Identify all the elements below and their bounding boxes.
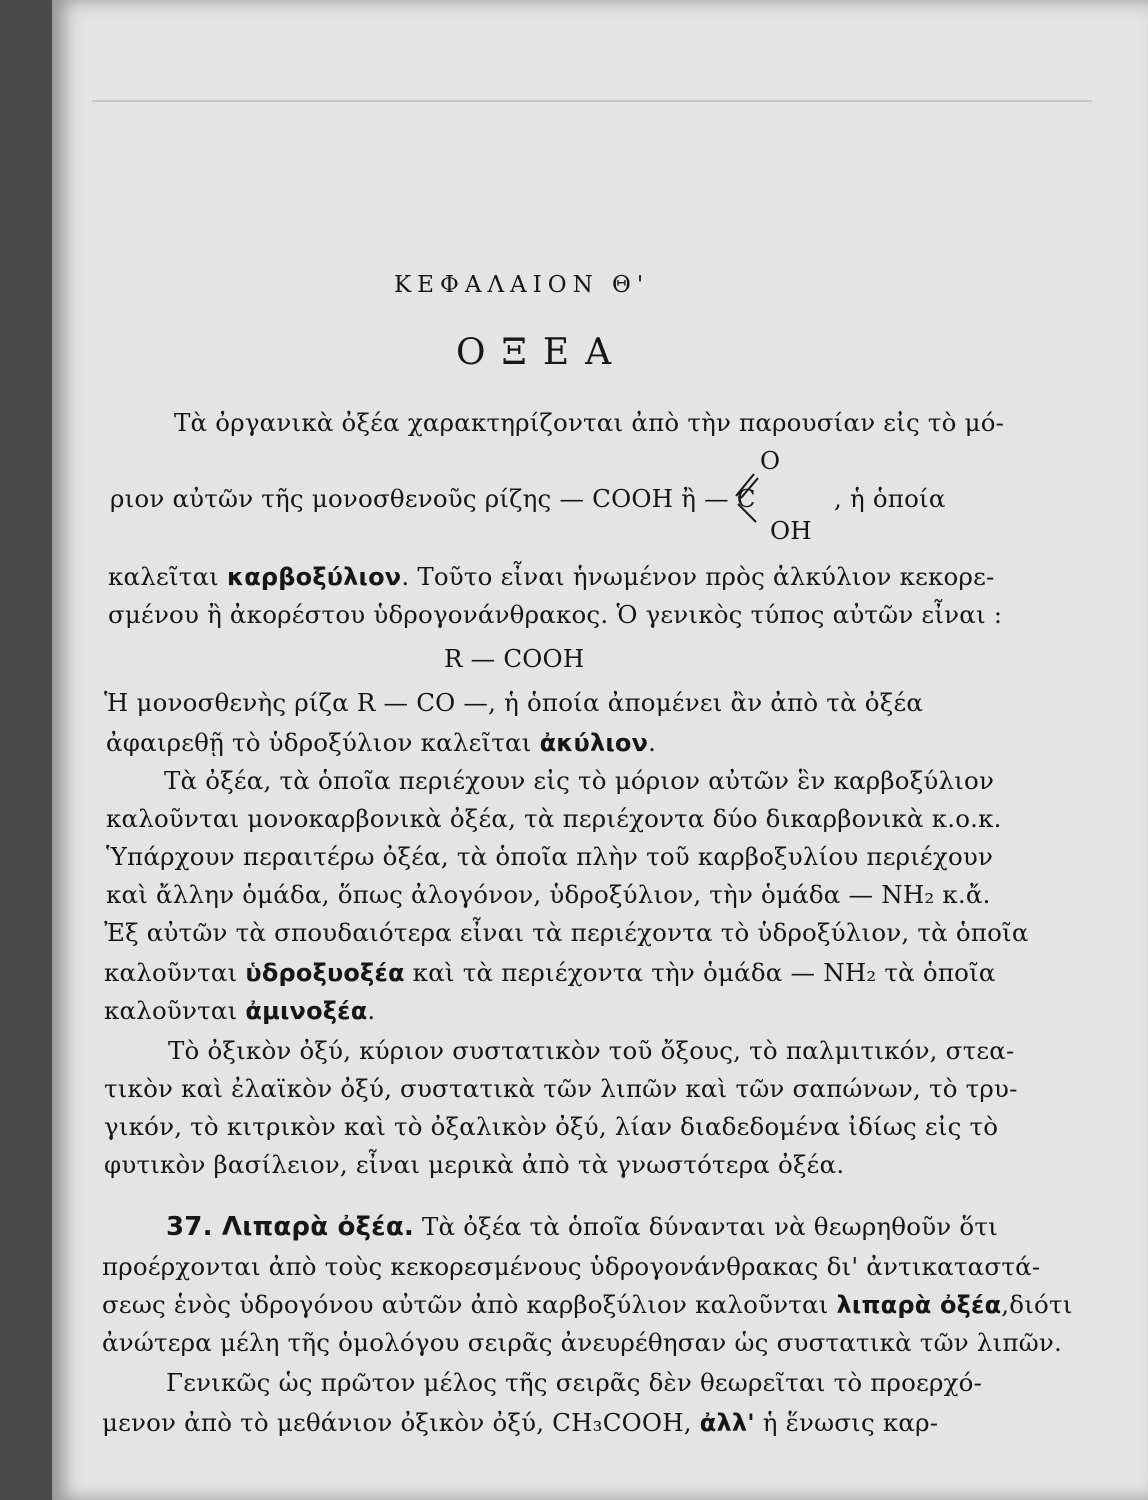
intro-line-4: σμένου ἢ ἀκορέστου ὑδρογονάνθρακος. Ὁ γενικὸς τύπος αὐτῶν εἶναι : (108, 600, 1003, 629)
section-line-5: Γενικῶς ὡς πρῶτον μέλος τῆς σειρᾶς δὲν θεωρεῖται τὸ προερχό- (166, 1368, 983, 1397)
term-acyl: ἀκύλιον (539, 729, 649, 757)
section-line-1: 37. Λιπαρὰ ὀξέα. Τὰ ὀξέα τὰ ὁποῖα δύνανται νὰ θεωρηθοῦν ὅτι (166, 1212, 998, 1242)
general-formula: R — COOH (444, 644, 585, 673)
book-page (52, 0, 1148, 1500)
p3-line-3: γικόν, τὸ κιτρικὸν καὶ τὸ ὀξαλικὸν ὀξύ, λίαν διαδεδομένα ἰδίως εἰς τὸ (104, 1112, 999, 1141)
section-line-4: ἀνώτερα μέλη τῆς ὁμολόγου σειρᾶς ἀνευρέθησαν ὡς συστατικὰ τῶν λιπῶν. (102, 1328, 1062, 1357)
intro-line-1: Τὰ ὀργανικὰ ὀξέα χαρακτηρίζονται ἀπὸ τὴν παρουσίαν εἰς τὸ μό- (174, 408, 1005, 437)
term-fatty-acids: λιπαρὰ ὀξέα (836, 1291, 1002, 1319)
p3-line-2: τικὸν καὶ ἐλαϊκὸν ὀξύ, συστατικὰ τῶν λιπῶν καὶ τῶν σαπώνων, τὸ τρυ- (104, 1074, 1018, 1103)
chapter-heading: ΚΕΦΑΛΑΙΟΝ Θ' (394, 272, 650, 298)
term-amino-acids: ἀμινοξέα (245, 997, 368, 1025)
intro-line-3: καλεῖται καρβοξύλιον. Τοῦτο εἶναι ἡνωμένον πρὸς ἀλκύλιον κεκορε- (108, 562, 995, 591)
term-hydroxy-acids: ὑδροξυοξέα (245, 959, 405, 987)
p2-line-1: Τὰ ὀξέα, τὰ ὁποῖα περιέχουν εἰς τὸ μόριον αὐτῶν ἓν καρβοξύλιον (164, 766, 995, 795)
carboxyl-bonds (728, 470, 762, 530)
page-title: ΟΞΕΑ (456, 332, 628, 373)
formula-top: O (760, 446, 781, 475)
intro-line-5: Ἡ μονοσθενὴς ρίζα R — CO —, ἡ ὁποία ἀπομένει ἂν ἀπὸ τὰ ὀξέα (104, 688, 924, 717)
term-but: ἀλλ' (699, 1409, 755, 1437)
p3-line-1: Τὸ ὀξικὸν ὀξύ, κύριον συστατικὸν τοῦ ὄξους, τὸ παλμιτικόν, στεα- (168, 1036, 1015, 1065)
term-carboxyl: καρβοξύλιον (226, 563, 402, 591)
header-rule (92, 100, 1092, 102)
section-heading: 37. Λιπαρὰ ὀξέα. (166, 1212, 414, 1242)
p2-line-2: καλοῦνται μονοκαρβονικὰ ὀξέα, τὰ περιέχοντα δύο δικαρβονικὰ κ.ο.κ. (106, 804, 1002, 833)
intro-line-6: ἀφαιρεθῇ τὸ ὑδροξύλιον καλεῖται ἀκύλιον. (106, 728, 657, 757)
section-line-6: μενον ἀπὸ τὸ μεθάνιον ὀξικὸν ὀξύ, CH₃COOH, ἀλλ' ἡ ἕνωσις καρ- (102, 1408, 939, 1437)
intro-line-2: ριον αὐτῶν τῆς μονοσθενοῦς ρίζης — COOH ἢ — C (110, 484, 756, 513)
formula-bottom: OH (770, 516, 812, 545)
section-line-3: σεως ἑνὸς ὑδρογόνου αὐτῶν ἀπὸ καρβοξύλιον καλοῦνται λιπαρὰ ὀξέα,διότι (102, 1290, 1073, 1319)
p2-line-6: καλοῦνται ὑδροξυοξέα καὶ τὰ περιέχοντα τὴν ὁμάδα — NH₂ τὰ ὁποῖα (104, 958, 996, 987)
p2-line-7: καλοῦνται ἀμινοξέα. (104, 996, 376, 1025)
p2-line-3: Ὑπάρχουν περαιτέρω ὀξέα, τὰ ὁποῖα πλὴν τοῦ καρβοξυλίου περιέχουν (106, 842, 994, 871)
p2-line-4: καὶ ἄλλην ὁμάδα, ὅπως ἀλογόνον, ὑδροξύλιον, τὴν ὁμάδα — NH₂ κ.ἄ. (106, 880, 991, 909)
p3-line-4: φυτικὸν βασίλειον, εἶναι μερικὰ ἀπὸ τὰ γνωστότερα ὀξέα. (104, 1150, 845, 1179)
section-line-2: προέρχονται ἀπὸ τοὺς κεκορεσμένους ὑδρογονάνθρακας δι' ἀντικαταστά- (102, 1252, 1041, 1281)
intro-line-2-end: , ἡ ὁποία (834, 484, 946, 513)
p2-line-5: Ἐξ αὐτῶν τὰ σπουδαιότερα εἶναι τὰ περιέχοντα τὸ ὑδροξύλιον, τὰ ὁποῖα (104, 918, 1029, 947)
